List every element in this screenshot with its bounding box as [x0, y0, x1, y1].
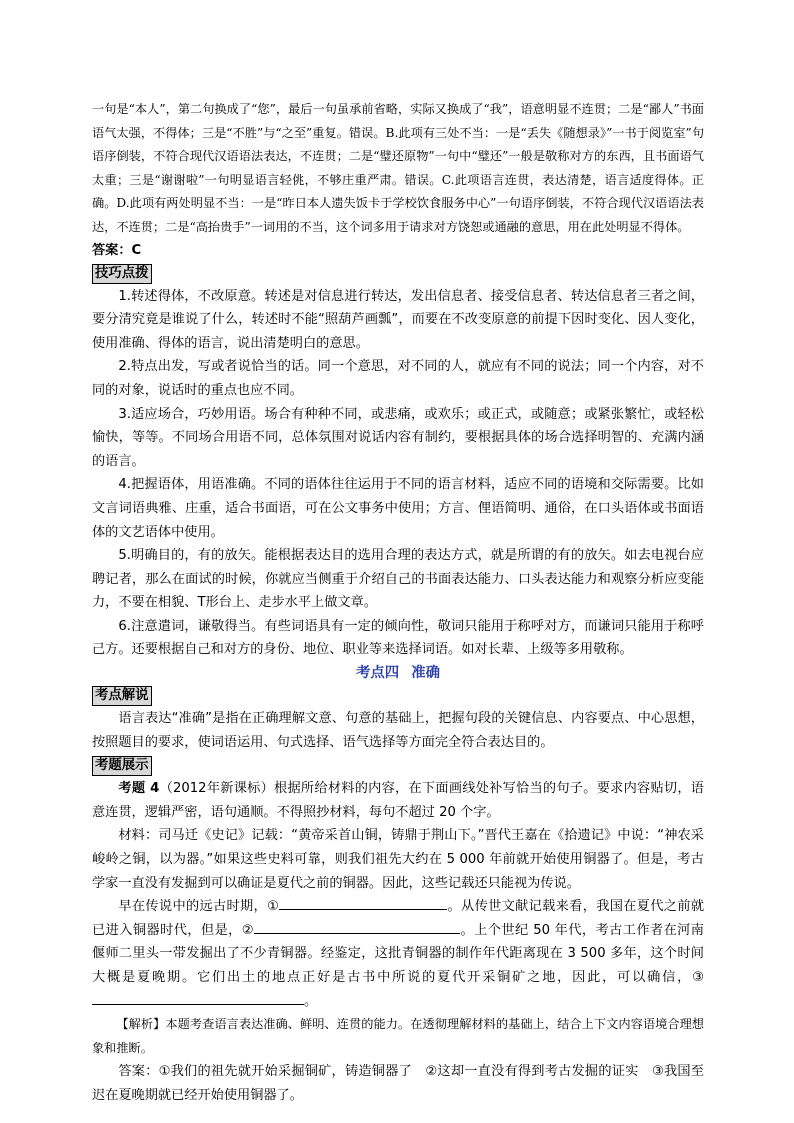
analysis-paragraph: 【解析】本题考查语言表达准确、鲜明、连贯的能力。在透彻理解材料的基础上，结合上下文内容语境合理想象和推断。 — [92, 1017, 704, 1055]
fill-text-c: 。上个世纪 50 年代，考古工作者在河南偃师二里头一带发掘出了不少青铜器。经鉴定，这批青铜器的制作年代距离现在 3 500 多年，这个时间大概是夏晚期。它们出土的地点正好是古书中所说的夏代开采铜矿之地，因此，可以确信，③ — [92, 922, 704, 985]
fill-text-b: 。从传世文献记载来看，我国在夏代之前就已进入铜器时代，但是，② — [92, 899, 705, 938]
blank-3[interactable] — [92, 990, 304, 1005]
tips-heading: 技巧点拨 — [92, 264, 152, 284]
explain-heading: 考点解说 — [92, 686, 152, 706]
answer-c: 答案：C — [92, 242, 142, 258]
tip-item-5: 5.明确目的，有的放矢。能根据表达目的选用合理的表达方式，就是所谓的有的放矢。如去电视台应聘记者，那么在面试的时候，你就应当侧重于介绍自己的书面表达能力、口头表达能力和观察分析应变能力，不要在相貌、T形台上、走步水平上做文章。 — [92, 548, 704, 611]
answer-paragraph: 答案：①我们的祖先就开始采掘铜矿，铸造铜器了 ②这却一直没有得到考古发掘的证实 ③我国至迟在夏晚期就已经开始使用铜器了。 — [92, 1064, 704, 1103]
section-name: 准确 — [411, 665, 440, 682]
tip-item-6: 6.注意遣词，谦敬得当。有些词语具有一定的倾向性，敬词只能用于称呼对方，而谦词只能用于称呼己方。还要根据自己和对方的身份、地位、职业等来选择词语。如对长辈、上级等多用敬称。 — [92, 618, 704, 658]
intro-paragraph: 一句是“本人”，第二句换成了“您”，最后一句虽承前省略，实际又换成了“我”，语意明显不连贯；二是“鄙人”书面语气太强，不得体；三是“不胜”与“之至”重复。错误。B.此项有三处不当：一是“丢失《随想录》”一书于阅览室”句语序倒装，不符合现代汉语语法表达，不连贯；二是“璧还原物”一句中“璧还”一般是敬称对方的东西，且书面语气太重；三是“谢谢啦”一句明显语言轻佻，不够庄重严肃。错误。C.此项语言连贯，表达清楚，语言适度得体。正确。D.此项有两处明显不当：一是“昨日本人遗失饭卡于学校饮食服务中心”一句语序倒装，不符合现代汉语语法表达，不连贯；二是“高抬贵手”一词用的不当，这个词多用于请求对方饶恕或通融的意思，用在此处明显不得体。 — [92, 102, 705, 234]
show-heading: 考题展示 — [92, 756, 152, 776]
tip-item-3: 3.适应场合，巧妙用语。场合有种种不同，或悲痛，或欢乐；或正式，或随意；或紧张繁忙，或轻松愉快，等等。不同场合用语不同，总体氛围对说话内容有制约，要根据具体的场合选择明智的、充满内涵的语言。 — [92, 406, 704, 469]
tip-item-2: 2.特点出发，写或者说恰当的话。同一个意思，对不同的人，就应有不同的说法；同一个内容，对不同的对象，说话时的重点也应不同。 — [92, 359, 704, 398]
material-paragraph: 材料：司马迁《史记》记载：“黄帝采首山铜，铸鼎于荆山下。”晋代王嘉在《拾遗记》中说：“神农采峻岭之铜，以为器。”如果这些史料可靠，则我们祖先大约在 5 000 年前就开始使用铜器了。但是，考古学家一直没有发掘到可以确证是夏代之前的铜器。因此，这些记载还只能视为传说。 — [92, 828, 704, 891]
fill-text-d: 。 — [304, 993, 318, 1009]
tip-item-4: 4.把握语体，用语准确。不同的语体往往运用于不同的语言材料，适应不同的语境和交际需要。比如文言词语典雅、庄重，适合书面语，可在公文事务中使用；方言、俚语简明、通俗，在口头语体或书面语体的文艺语体中使用。 — [92, 477, 704, 540]
question-text: （2012年新课标）根据所给材料的内容，在下面画线处补写恰当的句子。要求内容贴切，语意连贯，逻辑严密，语句通顺。不得照抄材料，每句不超过 20 个字。 — [92, 781, 704, 820]
section-number: 考点四 — [356, 665, 400, 682]
blank-2[interactable] — [254, 919, 460, 934]
fill-paragraph — [92, 895, 704, 1013]
blank-1[interactable] — [279, 895, 447, 910]
explain-paragraph: 语言表达“准确”是指在正确理解文意、句意的基础上，把握句段的关键信息、内容要点、中心思想，按照题目的要求，使词语运用、句式选择、语气选择等方面完全符合表达目的。 — [92, 711, 704, 750]
question-paragraph — [92, 777, 704, 824]
fill-text-a: 早在传说中的远古时期，① — [118, 899, 280, 915]
section-title — [92, 662, 704, 684]
question-label: 考题 4 — [118, 781, 160, 797]
document-page — [92, 98, 704, 1108]
tip-item-1: 1.转述得体，不改原意。转述是对信息进行转达，发出信息者、接受信息者、转达信息者三者之间，要分清究竟是谁说了什么，转述时不能“照葫芦画瓢”，而要在不改变原意的前提下因时变化、因人变化，使用准确、得体的语言，说出清楚明白的意思。 — [92, 288, 704, 351]
